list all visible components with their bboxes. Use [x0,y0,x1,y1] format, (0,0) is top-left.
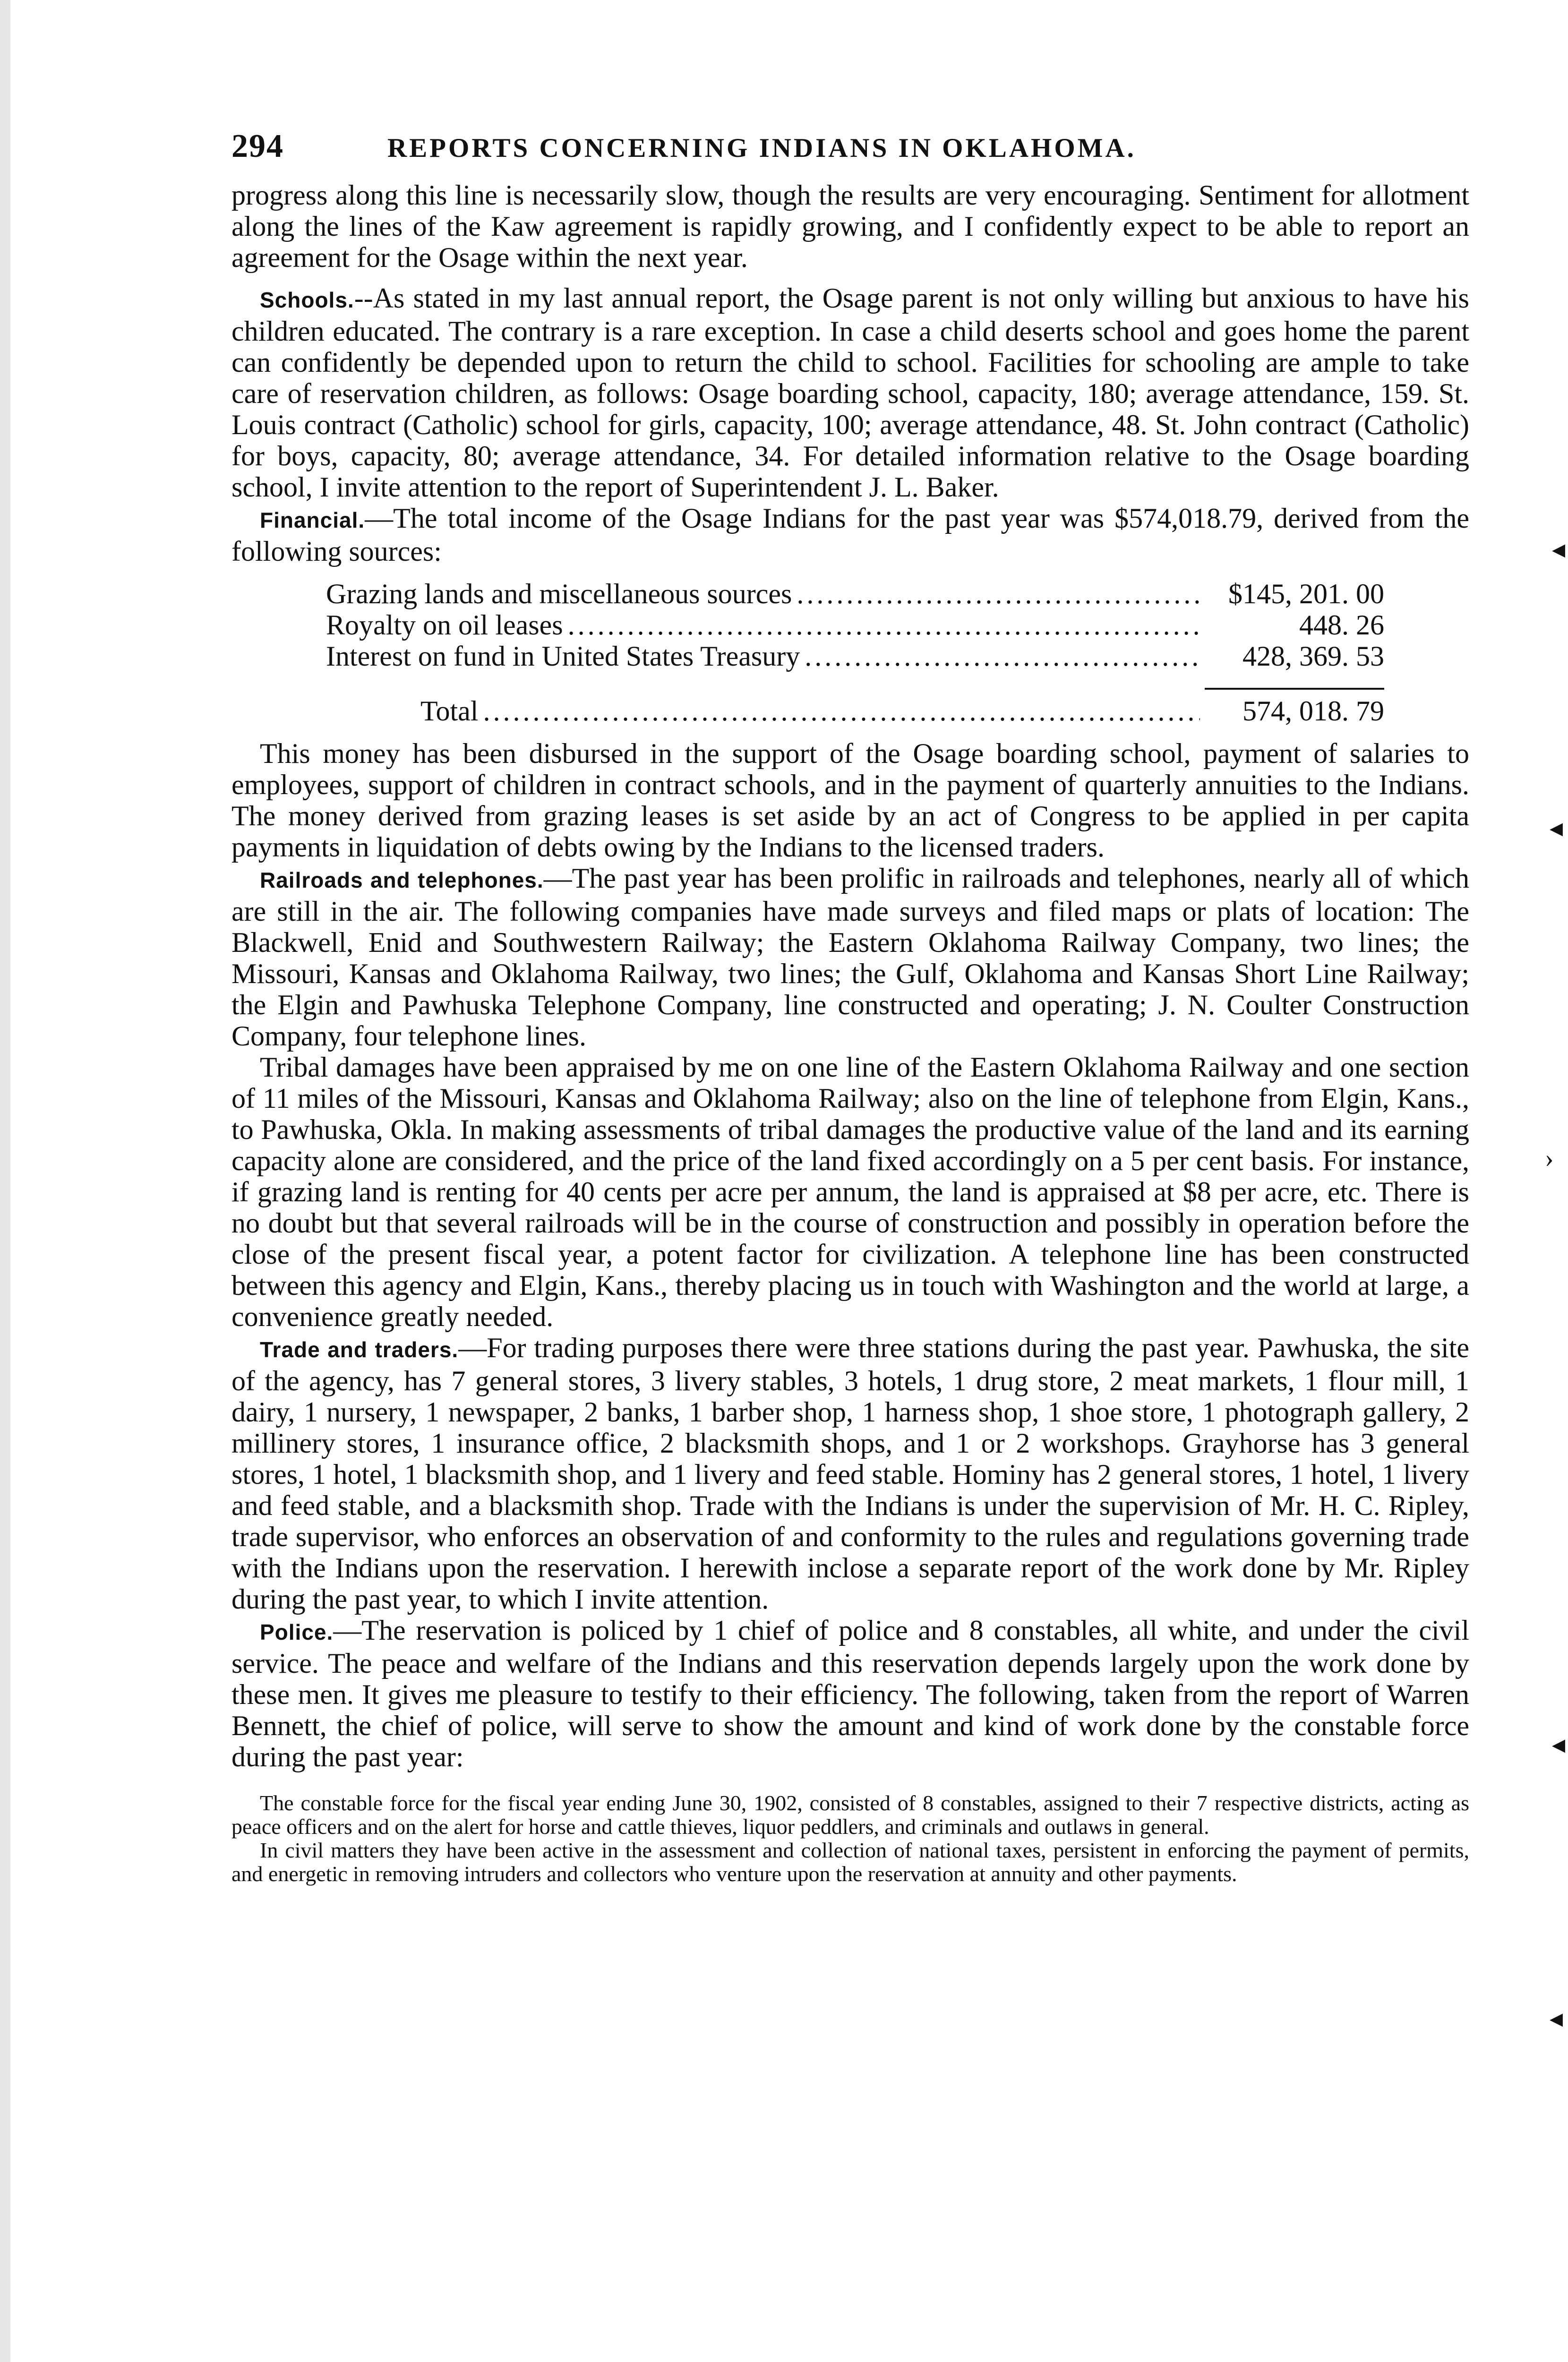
finance-amount: $145, 201. 00 [1228,578,1384,609]
total-rule [1205,688,1384,690]
quoted-report [231,1791,1469,1886]
page-number: 294 [231,128,284,164]
finance-table [326,578,1384,727]
page-header [231,128,1469,180]
margin-mark-icon: ◂ [1550,2004,1563,2033]
margin-mark-icon: ◂ [1552,535,1566,564]
finance-total-amount: 574, 018. 79 [1242,695,1384,727]
margin-mark-icon: ◂ [1550,813,1563,843]
dot-leader [797,578,1200,609]
finance-row [326,609,1384,641]
railroads-text: —The past year has been prolific in railroads and telephones, nearly all of which are still in the air. The following companies have made surveys and filed maps or plats of location: The Blackwell, Enid and Southwestern Railway; the Eastern Oklahoma Railway Company, two lines; the Missouri, Kansas and Oklahoma Railway, two lines; the Gulf, Oklahoma and Kansas Short Line Railway; the Elgin and Pawhuska Telephone Company, line constructed and operating; J. N. Coulter Construction Company, four telephone lines. [231,863,1469,1052]
document-page [231,128,1469,1886]
paragraph-money: This money has been disbursed in the support of the Osage boarding school, payment of salaries to employees, support of children in contract schools, and in the payment of quarterly annuities to the Indians. The money derived from grazing leases is set aside by an act of Congress to be applied in per capita payments in liquidation of debts owing by the Indians to the licensed traders. [231,738,1469,863]
margin-mark-icon: ◂ [1552,1730,1566,1759]
finance-label: Grazing lands and miscellaneous sources [326,578,792,609]
dot-leader [568,609,1200,641]
scan-edge [0,0,10,2362]
quote-paragraph: In civil matters they have been active in the assessment and collection of national taxes, persistent in enforcing the payment of permits, and energetic in removing intruders and collectors who venture upon the reservation at annuity and other payments. [231,1838,1469,1886]
finance-amount: 428, 369. 53 [1242,641,1384,672]
finance-amount: 448. 26 [1299,609,1384,641]
quote-paragraph: The constable force for the fiscal year ending June 30, 1902, consisted of 8 constables, assigned to their 7 respective districts, acting as peace officers and on the alert for horse and cattle thieves, liquor peddlers, and criminals and outlaws in general. [231,1791,1469,1839]
paragraph-schools [231,282,1469,503]
police-text: —The reservation is policed by 1 chief of police and 8 constables, all white, and under the civil service. The peace and welfare of the Indians and this reservation depends largely upon the work done by these men. It gives me pleasure to testify to their efficiency. The following, taken from the report of Warren Bennett, the chief of police, will serve to show the amount and kind of work done by the constable force during the past year: [231,1615,1469,1772]
finance-label: Royalty on oil leases [326,609,563,641]
dot-leader [483,695,1200,727]
financial-heading: Financial. [260,508,365,532]
finance-row [326,578,1384,609]
schools-text: --As stated in my last annual report, the Osage parent is not only willing but anxious to have his children educated. The contrary is a rare exception. In case a child deserts school and goes home the parent can confidently be depended upon to return the child to school. Facilities for schooling are ample to take care of reservation children, as follows: Osage boarding school, capacity, 180; average attendance, 159. St. Louis contract (Catholic) school for girls, capacity, 100; average attendance, 48. St. John contract (Catholic) for boys, capacity, 80; average attendance, 34. For detailed information relative to the Osage boarding school, I invite attention to the report of Superintendent J. L. Baker. [231,282,1469,503]
schools-heading: Schools. [260,288,354,312]
finance-label: Interest on fund in United States Treasury [326,641,800,672]
railroads-heading: Railroads and telephones. [260,868,544,892]
finance-total-label: Total [420,695,479,727]
paragraph-trade [231,1332,1469,1615]
financial-text: —The total income of the Osage Indians for the past year was $574,018.79, derived from the following sources: [231,503,1469,567]
trade-heading: Trade and traders. [260,1337,459,1362]
paragraph-tribal-damages: Tribal damages have been appraised by me on one line of the Eastern Oklahoma Railway and one section of 11 miles of the Missouri, Kansas and Oklahoma Railway; also on the line of telephone from Elgin, Kans., to Pawhuska, Okla. In making assessments of tribal damages the productive value of the land and its earning capacity alone are considered, and the price of the land fixed accordingly on a 5 per cent basis. For instance, if grazing land is renting for 40 cents per acre per annum, the land is appraised at $8 per acre, etc. There is no doubt but that several railroads will be in the course of construction and possibly in operation before the close of the present fiscal year, a potent factor for civilization. A telephone line has been constructed between this agency and Elgin, Kans., thereby placing us in touch with Washington and the world at large, a convenience greatly needed. [231,1052,1469,1332]
finance-row [326,641,1384,672]
dot-leader [805,641,1200,672]
margin-mark-icon: › [1545,1144,1554,1173]
finance-total-row [326,695,1384,727]
police-heading: Police. [260,1620,334,1644]
running-head: REPORTS CONCERNING INDIANS IN OKLAHOMA. [387,133,1136,163]
paragraph-railroads [231,863,1469,1052]
paragraph-police [231,1615,1469,1772]
trade-text: —For trading purposes there were three stations during the past year. Pawhuska, the site of the agency, has 7 general stores, 3 livery stables, 3 hotels, 1 drug store, 2 meat markets, 1 flour mill, 1 dairy, 1 nursery, 1 newspaper, 2 banks, 1 barber shop, 1 harness shop, 1 shoe store, 1 photograph gallery, 2 millinery stores, 1 insurance office, 2 blacksmith shops, and 1 or 2 workshops. Grayhorse has 3 general stores, 1 hotel, 1 blacksmith shop, and 1 livery and feed stable. Hominy has 2 general stores, 1 hotel, 1 livery and feed stable, and a blacksmith shop. Trade with the Indians is under the supervision of Mr. H. C. Ripley, trade supervisor, who enforces an observation of and conformity to the rules and regulations governing trade with the Indians upon the reservation. I herewith inclose a separate report of the work done by Mr. Ripley during the past year, to which I invite attention. [231,1332,1469,1615]
paragraph-continuation: progress along this line is necessarily slow, though the results are very encouraging. Sentiment for allotment along the lines of the Kaw agreement is rapidly growing, and I confidently expect to be able to report an agreement for the Osage within the next year. [231,180,1469,273]
paragraph-financial [231,503,1469,567]
